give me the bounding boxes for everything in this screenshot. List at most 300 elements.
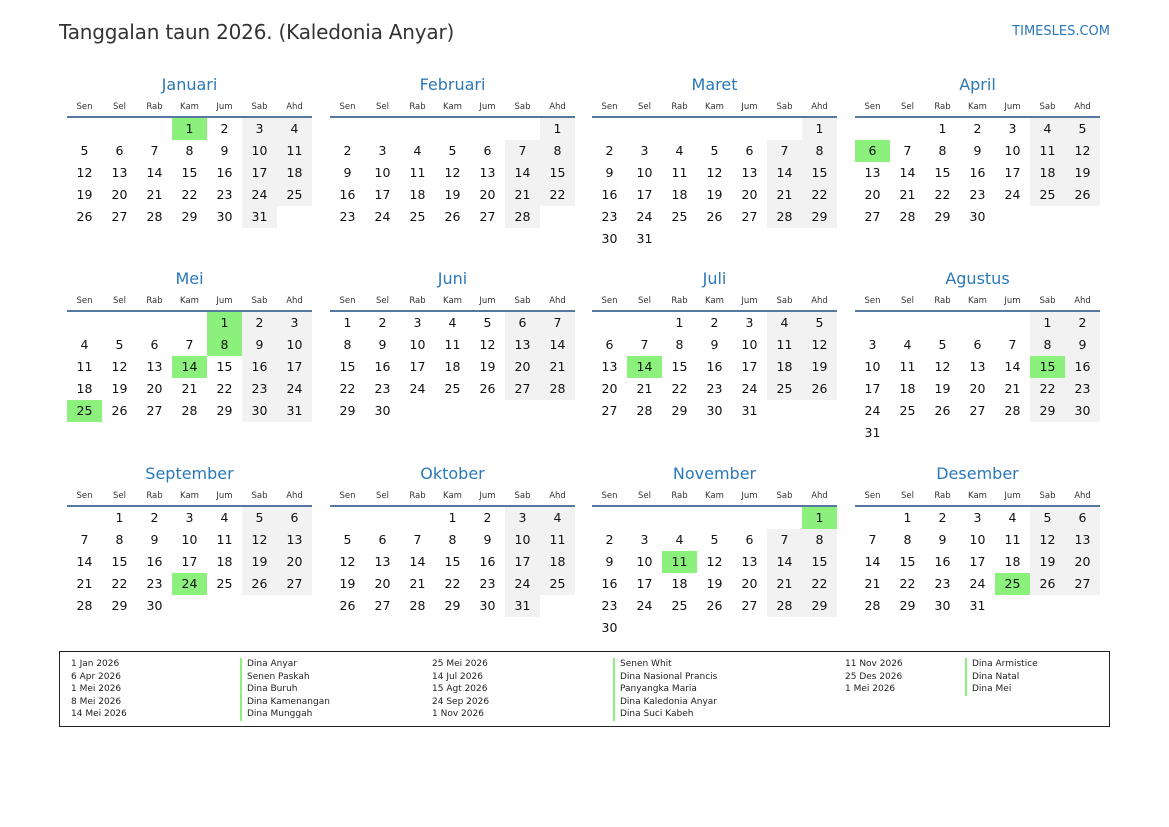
day-cell: 3 [1008,121,1017,136]
day-cell: 2 [343,143,352,158]
day-cell: 23 [601,598,618,613]
day-cell: 3 [973,510,982,525]
day-cell: 17 [181,554,198,569]
day-cell: 13 [969,359,986,374]
weekday-label: Sel [638,102,651,112]
day-cell: 29 [802,206,837,228]
holiday-name: Dina Munggah [240,708,330,721]
day-cell: 28 [1004,403,1021,418]
day-cell: 16 [601,576,618,591]
month-name: Mei [175,269,204,288]
day-cell: 4 [1008,510,1017,525]
day-cell: 24 [409,381,426,396]
day-cell: 22 [802,184,837,206]
day-cell: 13 [277,529,312,551]
day-cell: 13 [864,165,881,180]
empty-cell [137,118,172,140]
day-cell: 7 [505,140,540,162]
day-cell: 4 [277,118,312,140]
weekday-label: Jum [479,491,496,501]
holiday-name: Dina Natal [965,671,1038,684]
day-cell: 20 [1065,551,1100,573]
day-cell: 11 [540,529,575,551]
empty-cell [435,118,470,140]
empty-cell [330,507,365,529]
day-cell: 5 [710,532,719,547]
day-cell: 19 [242,551,277,573]
weekday-label: Rab [671,491,688,501]
weekday-label: Rab [934,296,951,306]
weekday-label: Sen [339,491,356,501]
day-cell: 23 [969,187,986,202]
day-cell: 27 [146,403,163,418]
day-cell: 10 [181,532,198,547]
day-cell: 22 [802,573,837,595]
day-grid [67,507,312,617]
day-cell: 16 [601,187,618,202]
weekday-label: Sen [339,102,356,112]
day-cell: 22 [671,381,688,396]
day-cell: 7 [80,532,89,547]
day-grid [330,507,575,617]
empty-cell [400,118,435,140]
day-cell: 22 [540,184,575,206]
month-oktober [330,461,575,617]
weekday-label: Sen [76,102,93,112]
holiday-name: Dina Armistice [965,658,1038,671]
holiday-name: Dina Kaledonia Anyar [613,696,717,709]
day-cell: 8 [1030,334,1065,356]
day-cell: 13 [146,359,163,374]
day-cell: 17 [969,554,986,569]
day-cell: 4 [1030,118,1065,140]
empty-cell [67,507,102,529]
day-cell: 7 [1008,337,1017,352]
weekday-label: Sab [1039,491,1056,501]
month-juni [330,266,575,422]
weekday-label: Rab [409,102,426,112]
holiday-name: Dina Anyar [240,658,330,671]
weekday-label: Ahd [549,491,566,501]
day-cell: 29 [671,403,688,418]
day-cell: 11 [671,165,688,180]
day-cell: 23 [601,209,618,224]
day-cell: 16 [479,554,496,569]
day-cell: 18 [899,381,916,396]
day-cell: 22 [1030,378,1065,400]
day-cell: 30 [601,231,618,246]
day-cell: 26 [444,209,461,224]
month-desember [855,461,1100,617]
weekday-label: Sen [864,102,881,112]
weekday-label: Ahd [1074,102,1091,112]
day-cell: 7 [868,532,877,547]
holiday-day-cell: 1 [802,507,837,529]
day-cell: 26 [1030,573,1065,595]
day-cell: 12 [111,359,128,374]
day-cell: 1 [675,315,684,330]
day-cell: 14 [409,554,426,569]
weekday-label: Kam [968,296,987,306]
day-cell: 15 [802,162,837,184]
day-cell: 15 [339,359,356,374]
weekday-label: Sel [901,296,914,306]
empty-cell [102,312,137,334]
day-cell: 18 [671,187,688,202]
weekday-label: Sen [864,491,881,501]
weekday-label: Kam [968,491,987,501]
weekday-header [855,487,1100,507]
day-cell: 10 [242,140,277,162]
day-cell: 21 [409,576,426,591]
day-cell: 27 [111,209,128,224]
month-name: September [145,464,234,483]
day-cell: 16 [216,165,233,180]
day-cell: 4 [448,315,457,330]
day-cell: 5 [448,143,457,158]
day-cell: 6 [378,532,387,547]
holiday-day-cell: 1 [172,118,207,140]
month-maret [592,72,837,250]
day-cell: 18 [277,162,312,184]
legend-dates-column [845,658,903,696]
weekday-label: Sel [901,102,914,112]
day-cell: 19 [76,187,93,202]
day-cell: 30 [216,209,233,224]
weekday-label: Rab [146,491,163,501]
day-cell: 2 [973,121,982,136]
weekday-label: Kam [443,296,462,306]
legend-names-column [613,658,717,721]
weekday-label: Ahd [811,102,828,112]
day-grid [330,312,575,422]
day-cell: 19 [802,356,837,378]
day-cell: 1 [540,118,575,140]
day-cell: 15 [802,551,837,573]
day-cell: 17 [636,187,653,202]
day-cell: 12 [479,337,496,352]
day-cell: 10 [969,532,986,547]
day-cell: 13 [1065,529,1100,551]
day-cell: 5 [483,315,492,330]
weekday-label: Ahd [1074,296,1091,306]
empty-cell [137,312,172,334]
day-cell: 26 [242,573,277,595]
day-cell: 27 [277,573,312,595]
day-cell: 24 [242,184,277,206]
day-cell: 22 [444,576,461,591]
day-cell: 11 [1004,532,1021,547]
empty-cell [697,118,732,140]
empty-cell [767,118,802,140]
day-cell: 11 [76,359,93,374]
weekday-label: Jum [1004,296,1021,306]
day-cell: 21 [767,573,802,595]
day-cell: 11 [409,165,426,180]
day-cell: 28 [864,598,881,613]
day-cell: 3 [378,143,387,158]
month-name: November [672,464,757,483]
day-cell: 3 [185,510,194,525]
site-link[interactable]: TIMESLES.COM [1012,24,1110,39]
weekday-label: Rab [409,491,426,501]
day-cell: 12 [339,554,356,569]
day-cell: 18 [540,551,575,573]
day-grid [855,312,1100,444]
holiday-day-cell: 24 [172,573,207,595]
day-cell: 15 [540,162,575,184]
day-cell: 26 [339,598,356,613]
holiday-day-cell: 6 [855,140,890,162]
day-cell: 3 [745,315,754,330]
month-name: Desember [936,464,1019,483]
day-cell: 28 [899,209,916,224]
day-cell: 30 [969,209,986,224]
empty-cell [592,507,627,529]
day-cell: 10 [277,334,312,356]
empty-cell [470,118,505,140]
month-januari [67,72,312,228]
empty-cell [365,118,400,140]
day-cell: 6 [1065,507,1100,529]
day-cell: 13 [601,359,618,374]
holiday-date: 1 Jan 2026 [71,659,120,669]
day-cell: 3 [505,507,540,529]
day-cell: 23 [934,576,951,591]
weekday-label: Sen [76,296,93,306]
day-cell: 21 [636,381,653,396]
day-cell: 2 [938,510,947,525]
day-cell: 10 [864,359,881,374]
day-cell: 27 [601,403,618,418]
day-cell: 8 [185,143,194,158]
day-cell: 19 [111,381,128,396]
day-cell: 6 [745,532,754,547]
day-cell: 15 [444,554,461,569]
holiday-name: Dina Mei [965,683,1038,696]
day-cell: 7 [903,143,912,158]
weekday-label: Jum [479,296,496,306]
day-cell: 20 [741,187,758,202]
day-cell: 24 [1004,187,1021,202]
weekday-label: Sel [113,296,126,306]
day-cell: 4 [767,312,802,334]
day-cell: 30 [706,403,723,418]
holiday-name: Senen Paskah [240,671,330,684]
day-cell: 15 [899,554,916,569]
day-cell: 20 [601,381,618,396]
holiday-day-cell: 11 [662,551,697,573]
day-cell: 8 [802,529,837,551]
day-cell: 31 [636,231,653,246]
day-cell: 17 [242,162,277,184]
day-cell: 2 [242,312,277,334]
day-cell: 2 [605,532,614,547]
day-cell: 28 [767,595,802,617]
day-cell: 7 [767,529,802,551]
holiday-name: Dina Kamenangan [240,696,330,709]
day-grid [330,118,575,228]
weekday-label: Sen [864,296,881,306]
day-cell: 17 [505,551,540,573]
day-cell: 7 [413,532,422,547]
day-cell: 3 [868,337,877,352]
day-cell: 17 [409,359,426,374]
weekday-label: Sen [601,102,618,112]
day-cell: 26 [1065,184,1100,206]
day-cell: 12 [802,334,837,356]
day-cell: 1 [448,510,457,525]
day-cell: 24 [505,573,540,595]
day-cell: 10 [636,554,653,569]
day-cell: 20 [479,187,496,202]
day-cell: 23 [374,381,391,396]
day-cell: 18 [767,356,802,378]
day-cell: 8 [938,143,947,158]
weekday-label: Jum [741,102,758,112]
day-cell: 12 [76,165,93,180]
day-cell: 26 [706,209,723,224]
day-cell: 5 [938,337,947,352]
weekday-label: Rab [671,296,688,306]
empty-cell [925,312,960,334]
weekday-label: Sen [76,491,93,501]
weekday-label: Sab [776,296,793,306]
weekday-label: Kam [443,102,462,112]
weekday-label: Ahd [549,102,566,112]
holiday-day-cell: 1 [207,312,242,334]
day-cell: 14 [76,554,93,569]
day-cell: 12 [242,529,277,551]
day-cell: 24 [636,598,653,613]
day-cell: 9 [973,143,982,158]
day-cell: 23 [242,378,277,400]
day-cell: 28 [146,209,163,224]
day-cell: 31 [864,425,881,440]
empty-cell [592,118,627,140]
day-cell: 12 [706,554,723,569]
day-cell: 21 [505,184,540,206]
day-cell: 9 [938,532,947,547]
holiday-date: 6 Apr 2026 [71,671,121,682]
day-cell: 9 [242,334,277,356]
day-cell: 20 [111,187,128,202]
weekday-label: Sab [251,491,268,501]
holiday-day-cell: 14 [627,356,662,378]
day-grid [592,118,837,250]
day-cell: 10 [374,165,391,180]
month-april [855,72,1100,228]
day-cell: 28 [76,598,93,613]
holiday-date: 15 Agt 2026 [432,684,488,695]
weekday-label: Sab [514,102,531,112]
day-cell: 2 [605,143,614,158]
month-agustus [855,266,1100,444]
day-cell: 19 [444,187,461,202]
day-cell: 11 [216,532,233,547]
day-cell: 20 [277,551,312,573]
weekday-label: Ahd [549,296,566,306]
weekday-label: Sen [339,296,356,306]
day-cell: 26 [111,403,128,418]
weekday-label: Sel [376,491,389,501]
month-name: Juni [437,269,468,288]
empty-cell [855,312,890,334]
empty-cell [627,507,662,529]
holiday-name: Dina Buruh [240,683,330,696]
day-cell: 7 [640,337,649,352]
holiday-date: 1 Nov 2026 [432,709,484,720]
day-cell: 25 [277,184,312,206]
month-name: Maret [691,75,738,94]
day-cell: 14 [1004,359,1021,374]
day-cell: 14 [146,165,163,180]
day-cell: 8 [802,140,837,162]
day-cell: 10 [741,337,758,352]
holiday-date: 25 Des 2026 [845,671,903,682]
day-cell: 19 [339,576,356,591]
weekday-header [855,98,1100,118]
day-cell: 6 [277,507,312,529]
day-cell: 24 [636,209,653,224]
day-cell: 17 [277,356,312,378]
day-cell: 16 [706,359,723,374]
day-cell: 2 [378,315,387,330]
day-cell: 31 [242,206,277,228]
day-cell: 5 [242,507,277,529]
day-cell: 11 [899,359,916,374]
month-februari [330,72,575,228]
day-cell: 6 [483,143,492,158]
weekday-label: Jum [216,491,233,501]
month-name: Februari [419,75,486,94]
day-cell: 18 [76,381,93,396]
holiday-day-cell: 25 [67,400,102,422]
day-cell: 18 [1030,162,1065,184]
day-cell: 6 [745,143,754,158]
day-cell: 16 [934,554,951,569]
weekday-label: Sab [776,102,793,112]
day-cell: 4 [80,337,89,352]
month-name: Agustus [945,269,1010,288]
holiday-date: 8 Mei 2026 [71,696,122,707]
day-cell: 25 [444,381,461,396]
day-cell: 27 [1065,573,1100,595]
empty-cell [400,507,435,529]
day-cell: 2 [150,510,159,525]
empty-cell [627,118,662,140]
weekday-label: Ahd [286,296,303,306]
month-name: Oktober [420,464,485,483]
day-cell: 17 [636,576,653,591]
weekday-label: Kam [705,102,724,112]
day-cell: 5 [80,143,89,158]
holiday-name: Senen Whit [613,658,717,671]
day-cell: 23 [339,209,356,224]
day-cell: 17 [1004,165,1021,180]
weekday-header [855,292,1100,312]
day-cell: 13 [479,165,496,180]
day-cell: 28 [409,598,426,613]
day-cell: 10 [409,337,426,352]
day-cell: 24 [374,209,391,224]
weekday-label: Sab [514,491,531,501]
holiday-day-cell: 14 [172,356,207,378]
month-november [592,461,837,639]
legend-dates-column [71,658,127,721]
day-cell: 25 [767,378,802,400]
day-cell: 25 [540,573,575,595]
